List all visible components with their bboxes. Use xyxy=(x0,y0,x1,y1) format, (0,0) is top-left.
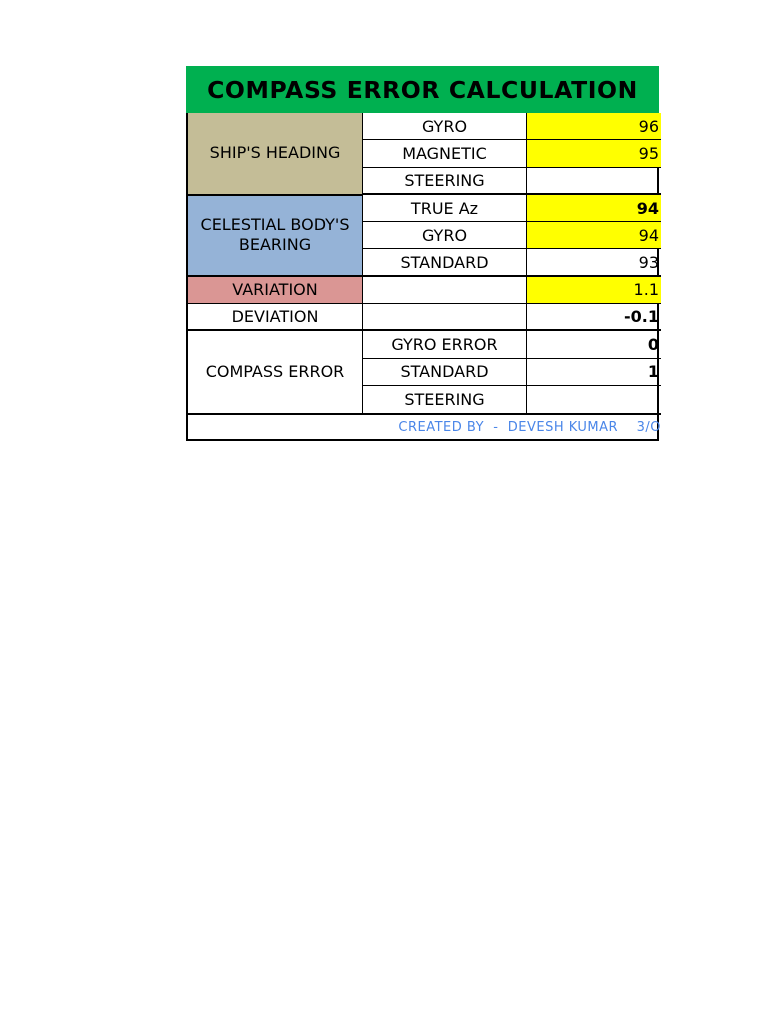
deviation-blank-cell xyxy=(363,304,527,331)
variation-blank-cell xyxy=(363,277,527,304)
celestial-true-az-label: TRUE Az xyxy=(363,195,527,222)
compass-error-gyro-value: 0 xyxy=(527,331,661,358)
compass-error-steering-label: STEERING xyxy=(363,386,527,413)
celestial-standard-value: 93 xyxy=(527,249,661,276)
creator-credit: CREATED BY - DEVESH KUMAR 3/O xyxy=(188,413,661,439)
compass-error-standard-label: STANDARD xyxy=(363,359,527,386)
celestial-label-line1: CELESTIAL BODY'S xyxy=(200,215,350,235)
compass-error-standard-value: 1 xyxy=(527,359,661,386)
deviation-value: -0.1 xyxy=(527,304,661,331)
celestial-label-line2: BEARING xyxy=(238,235,312,255)
celestial-true-az-value[interactable]: 94 xyxy=(527,195,661,222)
compass-error-label xyxy=(188,331,363,413)
ships-heading-label-text: SHIP'S HEADING xyxy=(209,143,341,163)
deviation-label: DEVIATION xyxy=(188,304,363,331)
calculation-table xyxy=(186,113,659,441)
compass-error-gyro-label: GYRO ERROR xyxy=(363,331,527,358)
ships-heading-gyro-value[interactable]: 96 xyxy=(527,113,661,140)
compass-error-steering-value xyxy=(527,386,661,413)
ships-heading-steering-label: STEERING xyxy=(363,168,527,195)
sheet-title: COMPASS ERROR CALCULATION xyxy=(186,66,659,113)
variation-value[interactable]: 1.1 xyxy=(527,277,661,304)
ships-heading-magnetic-label: MAGNETIC xyxy=(363,140,527,167)
ships-heading-steering-value[interactable] xyxy=(527,168,661,195)
celestial-standard-label: STANDARD xyxy=(363,249,527,276)
celestial-bearing-label xyxy=(188,195,363,277)
ships-heading-gyro-label: GYRO xyxy=(363,113,527,140)
variation-label: VARIATION xyxy=(188,277,363,304)
compass-error-sheet xyxy=(186,66,659,441)
ships-heading-label xyxy=(188,113,363,195)
ships-heading-magnetic-value[interactable]: 95 xyxy=(527,140,661,167)
compass-error-label-text: COMPASS ERROR xyxy=(205,362,345,382)
celestial-gyro-value[interactable]: 94 xyxy=(527,222,661,249)
celestial-gyro-label: GYRO xyxy=(363,222,527,249)
